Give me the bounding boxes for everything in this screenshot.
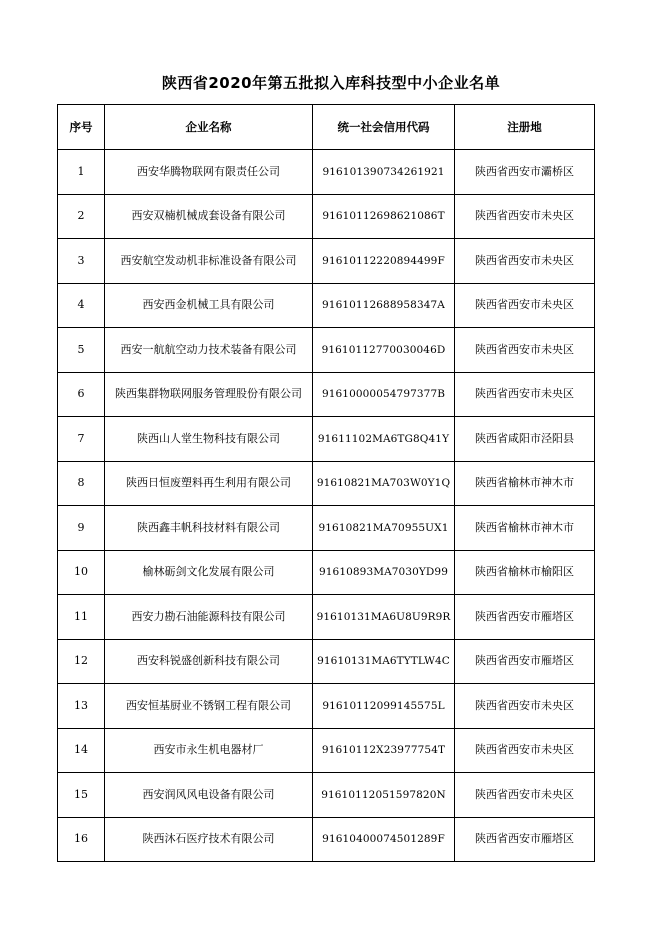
cell-registered-location: 陕西省西安市未央区	[455, 684, 595, 729]
cell-company-name: 榆林砺剑文化发展有限公司	[105, 550, 313, 595]
cell-company-name: 西安一航航空动力技术装备有限公司	[105, 328, 313, 373]
cell-registered-location: 陕西省西安市未央区	[455, 239, 595, 284]
cell-credit-code: 91610112051597820N	[313, 773, 455, 818]
cell-serial-number: 11	[58, 595, 105, 640]
cell-credit-code: 91610112698621086T	[313, 194, 455, 239]
table-row	[58, 461, 595, 506]
cell-credit-code: 91610821MA703W0Y1Q	[313, 461, 455, 506]
cell-serial-number: 13	[58, 684, 105, 729]
header-company-name: 企业名称	[105, 105, 313, 150]
table-row	[58, 773, 595, 818]
cell-serial-number: 9	[58, 506, 105, 551]
table-row	[58, 328, 595, 373]
cell-serial-number: 5	[58, 328, 105, 373]
table-row	[58, 684, 595, 729]
cell-credit-code: 91611102MA6TG8Q41Y	[313, 417, 455, 462]
cell-registered-location: 陕西省西安市雁塔区	[455, 595, 595, 640]
header-registered-location: 注册地	[455, 105, 595, 150]
table-row	[58, 506, 595, 551]
cell-company-name: 陕西山人堂生物科技有限公司	[105, 417, 313, 462]
table-row	[58, 417, 595, 462]
page-title: 陕西省2020年第五批拟入库科技型中小企业名单	[161, 74, 501, 92]
table-row	[58, 728, 595, 773]
cell-registered-location: 陕西省西安市未央区	[455, 773, 595, 818]
cell-serial-number: 1	[58, 150, 105, 195]
cell-credit-code: 916101390734261921	[313, 150, 455, 195]
cell-registered-location: 陕西省西安市雁塔区	[455, 817, 595, 862]
cell-serial-number: 3	[58, 239, 105, 284]
cell-company-name: 陕西日恒废塑料再生利用有限公司	[105, 461, 313, 506]
table-row	[58, 639, 595, 684]
cell-company-name: 西安科锐盛创新科技有限公司	[105, 639, 313, 684]
cell-serial-number: 4	[58, 283, 105, 328]
cell-registered-location: 陕西省西安市未央区	[455, 728, 595, 773]
cell-company-name: 西安力勘石油能源科技有限公司	[105, 595, 313, 640]
cell-credit-code: 91610112770030046D	[313, 328, 455, 373]
cell-company-name: 西安航空发动机非标准设备有限公司	[105, 239, 313, 284]
cell-credit-code: 91610000054797377B	[313, 372, 455, 417]
table-row	[58, 239, 595, 284]
cell-company-name: 西安润风风电设备有限公司	[105, 773, 313, 818]
table-row	[58, 283, 595, 328]
cell-serial-number: 7	[58, 417, 105, 462]
cell-registered-location: 陕西省西安市未央区	[455, 283, 595, 328]
cell-credit-code: 91610112220894499F	[313, 239, 455, 284]
table-header-row	[58, 105, 595, 150]
cell-credit-code: 91610821MA70955UX1	[313, 506, 455, 551]
cell-serial-number: 16	[58, 817, 105, 862]
cell-credit-code: 91610893MA7030YD99	[313, 550, 455, 595]
cell-serial-number: 8	[58, 461, 105, 506]
cell-company-name: 西安市永生机电器材厂	[105, 728, 313, 773]
cell-registered-location: 陕西省西安市未央区	[455, 328, 595, 373]
cell-registered-location: 陕西省西安市雁塔区	[455, 639, 595, 684]
header-serial-number: 序号	[58, 105, 105, 150]
table-row	[58, 595, 595, 640]
cell-company-name: 西安西金机械工具有限公司	[105, 283, 313, 328]
cell-registered-location: 陕西省咸阳市泾阳县	[455, 417, 595, 462]
cell-company-name: 西安华腾物联网有限责任公司	[105, 150, 313, 195]
cell-registered-location: 陕西省西安市未央区	[455, 194, 595, 239]
cell-credit-code: 91610400074501289F	[313, 817, 455, 862]
cell-company-name: 陕西集群物联网服务管理股份有限公司	[105, 372, 313, 417]
table-row	[58, 194, 595, 239]
cell-company-name: 西安双楠机械成套设备有限公司	[105, 194, 313, 239]
table-row	[58, 150, 595, 195]
cell-serial-number: 6	[58, 372, 105, 417]
table-row	[58, 372, 595, 417]
cell-credit-code: 91610112099145575L	[313, 684, 455, 729]
cell-registered-location: 陕西省西安市灞桥区	[455, 150, 595, 195]
cell-registered-location: 陕西省西安市未央区	[455, 372, 595, 417]
cell-registered-location: 陕西省榆林市榆阳区	[455, 550, 595, 595]
cell-serial-number: 2	[58, 194, 105, 239]
table-row	[58, 550, 595, 595]
cell-serial-number: 14	[58, 728, 105, 773]
cell-credit-code: 91610131MA6U8U9R9R	[313, 595, 455, 640]
enterprise-table	[57, 104, 595, 862]
cell-registered-location: 陕西省榆林市神木市	[455, 506, 595, 551]
header-credit-code: 统一社会信用代码	[313, 105, 455, 150]
cell-company-name: 陕西沐石医疗技术有限公司	[105, 817, 313, 862]
cell-credit-code: 91610112688958347A	[313, 283, 455, 328]
cell-credit-code: 91610131MA6TYTLW4C	[313, 639, 455, 684]
cell-registered-location: 陕西省榆林市神木市	[455, 461, 595, 506]
cell-company-name: 西安恒基厨业不锈钢工程有限公司	[105, 684, 313, 729]
cell-serial-number: 15	[58, 773, 105, 818]
table-row	[58, 817, 595, 862]
cell-company-name: 陕西鑫丰帆科技材料有限公司	[105, 506, 313, 551]
cell-serial-number: 12	[58, 639, 105, 684]
cell-serial-number: 10	[58, 550, 105, 595]
cell-credit-code: 91610112X23977754T	[313, 728, 455, 773]
